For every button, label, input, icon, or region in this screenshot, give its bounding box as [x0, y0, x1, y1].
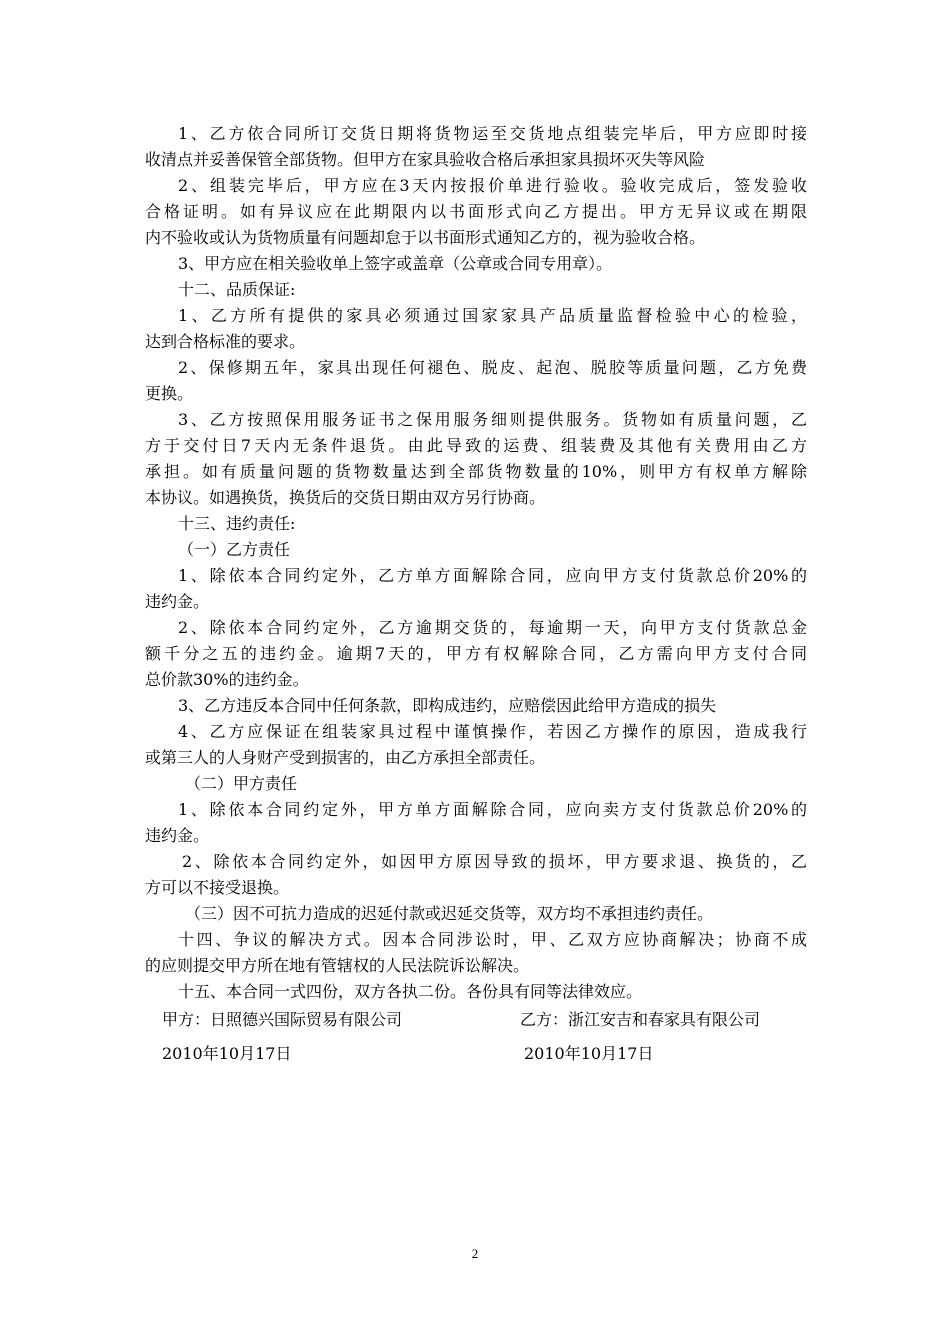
paragraph: [145, 979, 807, 1005]
paragraph-line: 或第三人的人身财产受到损害的，由乙方承担全部责任。: [145, 748, 546, 767]
paragraph-line: 十四、争议的解决方式。因本合同涉讼时，甲、乙双方应协商解决；协商不成: [178, 930, 807, 949]
paragraph: [145, 121, 807, 173]
paragraph-line: 十二、品质保证:: [178, 280, 296, 299]
paragraph-line: （二）甲方责任: [185, 774, 298, 793]
paragraph-line: 违约金。: [145, 592, 210, 611]
paragraph: [145, 511, 807, 537]
contract-body: [145, 121, 807, 1005]
party-b-date: 2010年10月17日: [524, 1044, 654, 1063]
paragraph-line: 方可以不接受退换。: [145, 878, 290, 897]
party-a-date: 2010年10月17日: [162, 1044, 292, 1063]
paragraph-line: 1、乙方所有提供的家具必须通过国家家具产品质量监督检验中心的检验，: [178, 306, 807, 325]
paragraph: [145, 901, 807, 927]
paragraph-line: （三）因不可抗力造成的迟延付款或迟延交货等，双方均不承担违约责任。: [185, 904, 714, 923]
paragraph: [145, 303, 807, 355]
paragraph-line: 内不验收或认为货物质量有问题却怠于以书面形式通知乙方的，视为验收合格。: [145, 228, 706, 247]
paragraph-line: （一）乙方责任: [178, 540, 291, 559]
paragraph-line: 1、除依本合同约定外，乙方单方面解除合同，应向甲方支付货款总价20%的: [178, 566, 807, 585]
paragraph: [145, 797, 807, 849]
paragraph-line: 收清点并妥善保管全部货物。但甲方在家具验收合格后承担家具损坏灭失等风险: [145, 150, 706, 169]
paragraph: [145, 537, 807, 563]
paragraph: [145, 771, 807, 797]
paragraph-line: 1、除依本合同约定外，甲方单方面解除合同，应向卖方支付货款总价20%的: [178, 800, 807, 819]
paragraph-line: 2、组装完毕后，甲方应在3天内按报价单进行验收。验收完成后，签发验收: [178, 176, 807, 195]
paragraph-line: 2、除依本合同约定外，乙方逾期交货的，每逾期一天，向甲方支付货款总金: [178, 618, 807, 637]
paragraph-line: 3、乙方按照保用服务证书之保用服务细则提供服务。货物如有质量问题，乙: [178, 410, 807, 429]
paragraph-line: 3、甲方应在相关验收单上签字或盖章（公章或合同专用章）。: [178, 254, 613, 273]
paragraph-line: 十五、本合同一式四份，双方各执二份。各份具有同等法律效应。: [178, 982, 643, 1001]
paragraph: [145, 693, 807, 719]
paragraph-line: 4、乙方应保证在组装家具过程中谨慎操作，若因乙方操作的原因，造成我行: [178, 722, 807, 741]
party-b-name: 乙方：浙江安吉和春家具有限公司: [520, 1010, 761, 1029]
paragraph: [145, 849, 807, 901]
paragraph-line: 1、乙方依合同所订交货日期将货物运至交货地点组装完毕后，甲方应即时接: [178, 124, 807, 143]
party-a-name: 甲方：日照德兴国际贸易有限公司: [162, 1010, 403, 1029]
paragraph-line: 的应则提交甲方所在地有管辖权的人民法院诉讼解决。: [145, 956, 530, 975]
paragraph-line: 承担。如有质量问题的货物数量达到全部货物数量的10%，则甲方有权单方解除: [145, 462, 807, 481]
paragraph: [145, 355, 807, 407]
paragraph-line: 额千分之五的违约金。逾期7天的，甲方有权解除合同，乙方需向甲方支付合同: [145, 644, 807, 663]
paragraph-line: 总价款30%的违约金。: [145, 670, 309, 689]
paragraph-line: 2、除依本合同约定外，如因甲方原因导致的损坏，甲方要求退、换货的，乙: [182, 852, 807, 871]
paragraph-line: 本协议。如遇换货，换货后的交货日期由双方另行协商。: [145, 488, 546, 507]
paragraph: [145, 719, 807, 771]
paragraph-line: 方于交付日7天内无条件退货。由此导致的运费、组装费及其他有关费用由乙方: [145, 436, 807, 455]
paragraph-line: 达到合格标准的要求。: [145, 332, 306, 351]
paragraph-line: 十三、违约责任:: [178, 514, 296, 533]
paragraph: [145, 277, 807, 303]
paragraph-line: 违约金。: [145, 826, 210, 845]
paragraph: [145, 251, 807, 277]
paragraph: [145, 407, 807, 511]
paragraph: [145, 615, 807, 693]
paragraph: [145, 563, 807, 615]
paragraph: [145, 173, 807, 251]
paragraph: [145, 927, 807, 979]
paragraph-line: 合格证明。如有异议应在此期限内以书面形式向乙方提出。甲方无异议或在期限: [145, 202, 807, 221]
paragraph-line: 3、乙方违反本合同中任何条款，即构成违约，应赔偿因此给甲方造成的损失: [178, 696, 717, 715]
paragraph-line: 更换。: [145, 384, 194, 403]
paragraph-line: 2、保修期五年，家具出现任何褪色、脱皮、起泡、脱胶等质量问题，乙方免费: [178, 358, 807, 377]
page-number: 2: [471, 1246, 479, 1261]
